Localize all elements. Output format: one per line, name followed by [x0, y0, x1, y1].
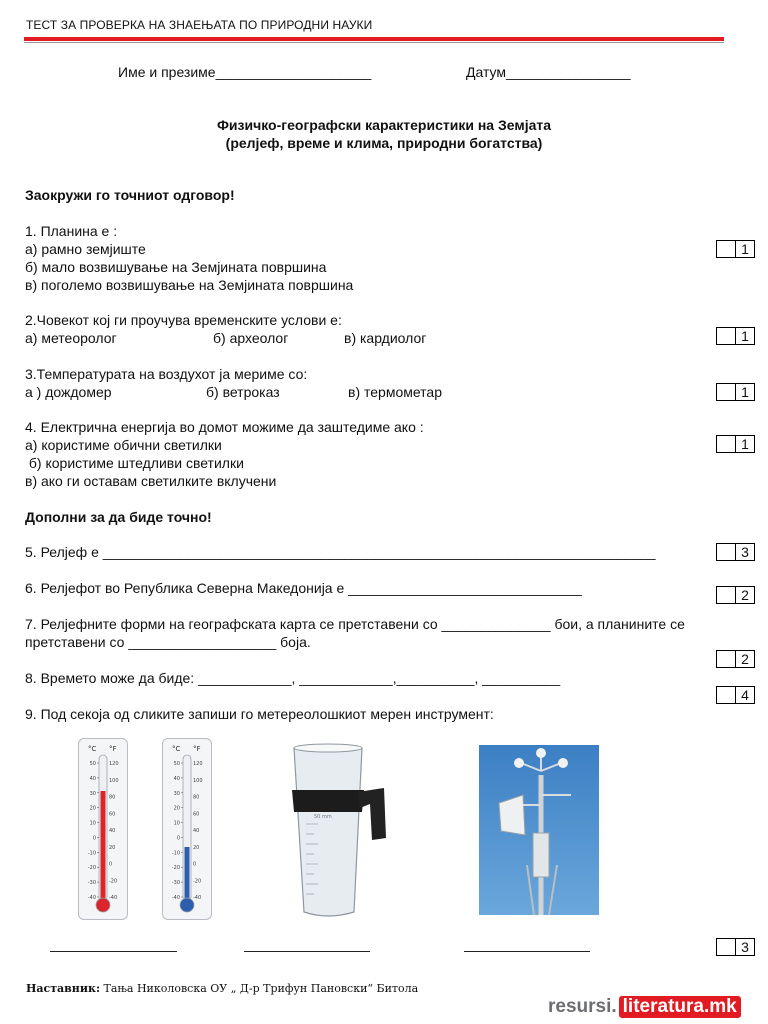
section1-heading: Заокружи го точниот одговор!: [25, 187, 235, 203]
q1-option-c: в) поголемо возвишување на Земјината површина: [25, 277, 354, 293]
teacher-label: Наставник:: [26, 982, 101, 995]
q8-text: 8. Времето може да биде: ____________, ____________,__________, __________: [25, 670, 561, 686]
q3-option-b: б) ветроказ: [206, 384, 280, 400]
rain-gauge-icon: [284, 742, 394, 920]
celsius-tick-label: -30: [87, 880, 96, 887]
logo-resursi-text: resursi.: [548, 996, 617, 1017]
thermometer-red-image: [78, 738, 128, 920]
thermometer-blue-icon: [163, 739, 211, 919]
celsius-tick-label: 0: [176, 835, 180, 842]
q4-option-c: в) ако ги оставам светилките вклучени: [25, 473, 277, 489]
thermo2-unit-c: °C: [172, 745, 181, 753]
q8-score-box: [716, 686, 755, 704]
header-red-rule: [24, 37, 724, 41]
celsius-tick-label: -20: [171, 865, 180, 872]
q4-points: 1: [741, 436, 749, 452]
resursi-logo[interactable]: [548, 996, 741, 1018]
q7-score-box: [716, 650, 755, 668]
q9-text: 9. Под секоја од сликите запиши го метереолошкиот мерен инструмент:: [25, 706, 494, 722]
answer-line-1[interactable]: [50, 951, 177, 952]
document-header-title: ТЕСТ ЗА ПРОВЕРКА НА ЗНАЕЊАТА ПО ПРИРОДНИ НАУКИ: [26, 18, 373, 32]
q2-option-c: в) кардиолог: [344, 330, 427, 346]
fahrenheit-tick-label: 0: [109, 861, 113, 868]
q3-option-a: а ) дождомер: [25, 384, 112, 400]
fahrenheit-tick-label: 100: [109, 777, 119, 784]
teacher-text: Тања Николовска ОУ „ Д-р Трифун Пановски“ Битола: [100, 982, 419, 995]
answer-line-2[interactable]: [244, 951, 370, 952]
fahrenheit-tick-label: 20: [193, 844, 200, 851]
thermometer-red-icon: [79, 739, 127, 919]
q4-option-b: б) користиме штедливи светилки: [25, 455, 244, 471]
q9-points: 3: [741, 939, 749, 955]
q7-line1: 7. Релјефните форми на географската карта се претставени со ______________ бои, а планините се: [25, 616, 685, 632]
test-title-line1: Физичко-географски карактеристики на Земјата: [216, 117, 552, 133]
celsius-tick-label: 20: [89, 805, 96, 812]
celsius-tick-label: 0: [92, 835, 96, 842]
celsius-tick-label: 40: [173, 775, 180, 782]
q1-score-box: [716, 240, 755, 258]
q7-points: 2: [741, 651, 749, 667]
celsius-tick-label: -10: [87, 850, 96, 857]
q5-text: 5. Релјеф е _______________________________________________________________________: [25, 544, 656, 560]
test-title-line2: (релјеф, време и клима, природни богатства): [225, 135, 543, 151]
rain-gauge-image: [284, 742, 394, 920]
q3-option-c: в) термометар: [348, 384, 443, 400]
thermo1-unit-c: °C: [88, 745, 97, 753]
logo-literatura-text: literatura.mk: [619, 996, 741, 1018]
q6-points: 2: [741, 587, 749, 603]
celsius-tick-label: 30: [89, 790, 96, 797]
q3-score-box: [716, 383, 755, 401]
fahrenheit-tick-label: 0: [193, 861, 197, 868]
q2-question: 2.Човекот кој ги проучува временските услови е:: [25, 312, 342, 328]
q8-points: 4: [741, 687, 749, 703]
celsius-tick-label: -40: [171, 895, 180, 901]
fahrenheit-tick-label: -40: [109, 895, 118, 901]
celsius-tick-label: 30: [173, 790, 180, 797]
q3-question: 3.Температурата на воздухот ја мериме со:: [25, 366, 308, 382]
anemometer-photo: [479, 745, 599, 915]
fahrenheit-tick-label: 40: [193, 828, 200, 834]
thermometer-blue-image: [162, 738, 212, 920]
rain-gauge-label: 50 mm: [314, 814, 332, 820]
fahrenheit-tick-label: 120: [109, 761, 119, 767]
celsius-tick-label: 40: [89, 775, 96, 782]
q1-question: 1. Планина е :: [25, 223, 118, 239]
fahrenheit-tick-label: 40: [109, 828, 116, 834]
q2-option-a: а) метеоролог: [25, 330, 117, 346]
fahrenheit-tick-label: -40: [193, 895, 202, 901]
q1-points: 1: [741, 241, 749, 257]
q2-points: 1: [741, 328, 749, 344]
header-grey-rule: [24, 42, 724, 43]
celsius-tick-label: 10: [173, 820, 180, 827]
name-field-label: Име и презиме____________________: [118, 64, 372, 80]
q1-option-a: а) рамно земјиште: [25, 241, 146, 257]
fahrenheit-tick-label: -20: [193, 878, 202, 885]
q1-option-b: б) мало возвишување на Земјината површина: [25, 259, 327, 275]
section2-heading: Дополни за да биде точно!: [25, 509, 212, 525]
q6-score-box: [716, 586, 755, 604]
celsius-tick-label: 10: [89, 820, 96, 827]
fahrenheit-tick-label: 20: [109, 844, 116, 851]
q6-text: 6. Релјефот во Република Северна Македонија е ______________________________: [25, 580, 582, 596]
q5-points: 3: [741, 544, 749, 560]
fahrenheit-tick-label: -20: [109, 878, 118, 885]
celsius-tick-label: -10: [171, 850, 180, 857]
q2-option-b: б) археолог: [213, 330, 289, 346]
fahrenheit-tick-label: 120: [193, 761, 203, 767]
fahrenheit-tick-label: 80: [193, 794, 200, 801]
celsius-tick-label: 20: [173, 805, 180, 812]
fahrenheit-tick-label: 80: [109, 794, 116, 801]
q4-option-a: а) користиме обични светилки: [25, 437, 222, 453]
q5-score-box: [716, 543, 755, 561]
celsius-tick-label: 50: [173, 761, 180, 767]
fahrenheit-tick-label: 60: [109, 811, 116, 818]
q3-points: 1: [741, 384, 749, 400]
celsius-tick-label: -20: [87, 865, 96, 872]
q4-question: 4. Електрична енергија во домот можиме да заштедиме ако :: [25, 419, 424, 435]
q7-line2: претставени со ___________________ боја.: [25, 634, 311, 650]
thermo1-unit-f: °F: [109, 745, 117, 753]
q2-score-box: [716, 327, 755, 345]
celsius-tick-label: 50: [89, 761, 96, 767]
q9-score-box: [716, 938, 755, 956]
thermo2-unit-f: °F: [193, 745, 201, 753]
q4-score-box: [716, 435, 755, 453]
footer-teacher: [26, 982, 418, 995]
fahrenheit-tick-label: 60: [193, 811, 200, 818]
date-field-label: Датум________________: [466, 64, 631, 80]
celsius-tick-label: -30: [171, 880, 180, 887]
answer-line-3[interactable]: [464, 951, 590, 952]
celsius-tick-label: -40: [87, 895, 96, 901]
fahrenheit-tick-label: 100: [193, 777, 203, 784]
anemometer-icon: [479, 745, 599, 915]
